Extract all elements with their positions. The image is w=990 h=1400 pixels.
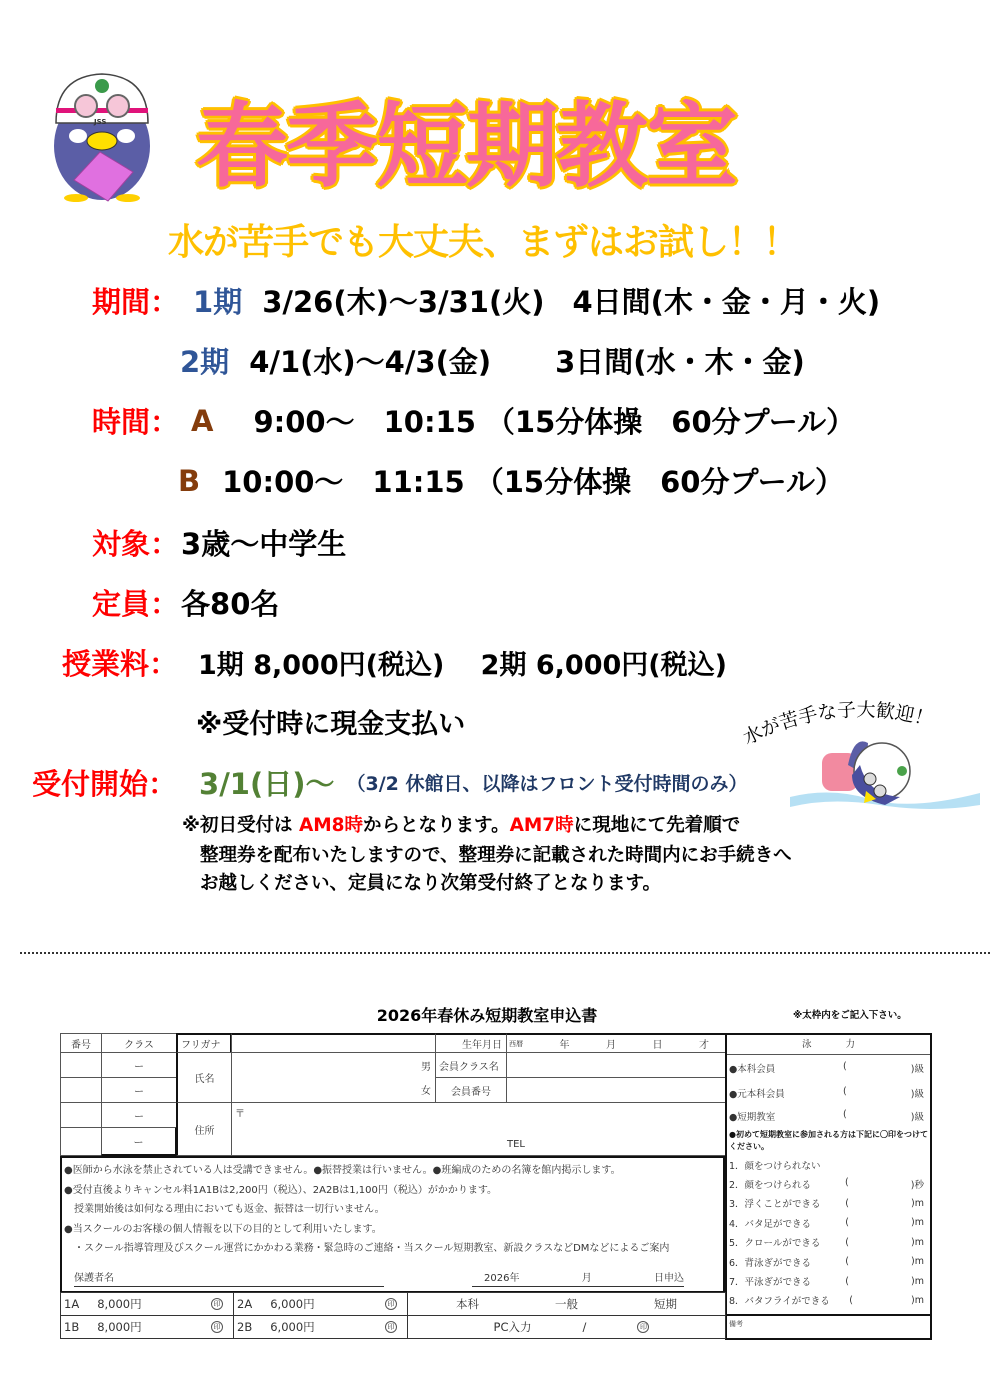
number-cell-1[interactable] [60,1052,102,1078]
membership-short[interactable]: ●短期教室 ( )級 [729,1109,924,1123]
welcome-text [742,700,972,750]
office-category[interactable]: 本科 一般 短期 [407,1292,726,1316]
fee-1b[interactable]: 1B 8,000円 印 [60,1315,234,1339]
subtitle: 水が苦手でも大丈夫、まずはお試し！！ [168,222,799,263]
level-8[interactable]: 8．バタフライができる ( )m [729,1294,924,1308]
office-pc-input[interactable]: PC入力 / 印 [407,1315,726,1339]
header-class: クラス [101,1033,177,1053]
member-class-input[interactable] [506,1052,726,1078]
swim-ability-section [725,1033,932,1340]
class-cell-3[interactable]: ー [101,1102,177,1128]
first-day-note-line2: 整理券を配布いたしますので、整理券に記載された時間内にお手続きへ [200,845,792,866]
stamp-icon: 印 [385,1321,397,1333]
fee-label: 授業料： [62,647,179,681]
header-birthdate: 生年月日 [435,1033,507,1053]
level-4[interactable]: 4．バタ足ができる ( )m [729,1217,924,1230]
fee-note-row [196,702,465,741]
membership-honka[interactable]: ●本科会員 ( )級 [729,1060,924,1075]
time-a-name: A [191,403,214,438]
target-row [92,522,346,563]
term1-name: 1期 [193,285,243,319]
member-number-label: 会員番号 [435,1077,507,1103]
male-option[interactable]: 男 [421,1061,431,1073]
time-row-a [92,400,855,441]
reception-detail: （3/2 休館日、以降はフロント受付時間のみ） [346,773,748,795]
female-option[interactable]: 女 [421,1086,431,1098]
postal-mark: 〒 [235,1109,245,1120]
birthdate-input[interactable]: 西暦 年 月 日 才 [506,1033,726,1053]
target-label: 対象： [92,527,180,561]
penguin-mascot-image [48,68,156,204]
term2-name: 2期 [180,345,230,379]
time-a-detail: （15分体操 60分プール） [485,405,856,439]
term2-dates: 4/1(水)～4/3(金) [249,345,492,379]
remarks-field[interactable]: 備考 [727,1314,930,1338]
time-b-range: 10:00～ 11:15 [222,465,465,499]
header-number: 番号 [60,1033,102,1053]
application-date-field[interactable]: 2026年 月 日申込 [472,1272,684,1287]
fee-value: 1期 8,000円(税込) 2期 6,000円(税込) [198,650,727,681]
period-row-2 [180,340,805,381]
term1-days: 4日間(木・金・月・火) [572,285,881,319]
period-label: 期間： [92,285,180,319]
first-day-note-line1: ※初日受付は AM8時からとなります。AM7時に現地にて先着順で [182,815,741,836]
am8-highlight: AM8時 [298,815,364,836]
first-time-note: ●初めて短期教室に参加される方は下記に〇印をつけてください。 [729,1130,928,1151]
stamp-icon: 印 [211,1321,223,1333]
target-value: 3歳～中学生 [181,527,347,561]
stamp-icon: 印 [385,1298,397,1310]
swimming-penguin-image [790,735,980,815]
form-instruction: ※太枠内をご記入下さい。 [793,1010,907,1021]
term1-dates: 3/26(木)～3/31(火) [262,285,545,319]
stamp-icon: 印 [637,1321,649,1333]
stamp-icon: 印 [211,1298,223,1310]
tel-label: TEL [507,1139,525,1150]
capacity-value: 各80名 [181,587,280,621]
header-furigana: フリガナ [176,1033,232,1053]
capacity-row [92,582,279,623]
time-b-detail: （15分体操 60分プール） [474,465,844,499]
number-cell-2[interactable] [60,1077,102,1103]
fee-2a[interactable]: 2A 6,000円 印 [233,1292,408,1316]
membership-former[interactable]: ●元本科会員 ( )級 [729,1085,924,1100]
reception-date: 3/1(日)～ [199,767,335,801]
name-label: 氏名 [176,1052,232,1103]
reception-label: 受付開始： [32,767,178,801]
svg-text:水が苦手な子大歓迎！: 水が苦手な子大歓迎！ [742,700,936,750]
number-cell-3[interactable] [60,1102,102,1128]
first-day-note-line3: お越しください、定員になり次第受付終了となります。 [200,873,662,894]
number-cell-4[interactable] [60,1127,102,1156]
level-3[interactable]: 3．浮くことができる ( )m [729,1197,924,1211]
level-2[interactable]: 2．顔をつけられる ( )秒 [729,1177,924,1192]
time-a-range: 9:00～ 10:15 [253,405,476,439]
svg-text:JSS: JSS [94,118,107,126]
fee-row [62,642,727,683]
time-label: 時間： [92,405,180,439]
address-input[interactable] [231,1102,726,1156]
period-row-1 [92,280,880,321]
level-6[interactable]: 6．背泳ぎができる ( )m [729,1256,924,1269]
member-class-label: 会員クラス名 [435,1052,507,1078]
class-cell-4[interactable]: ー [101,1127,177,1156]
form-title: 2026年春休み短期教室申込書 [376,1006,598,1025]
class-cell-1[interactable]: ー [101,1052,177,1078]
swim-ability-header: 泳力 [727,1035,930,1055]
application-form [60,1033,932,1340]
time-b-name: B [178,463,201,498]
term2-days: 3日間(水・木・金) [555,345,805,379]
name-input[interactable] [231,1052,436,1103]
level-5[interactable]: 5．クロールができる ( )m [729,1236,924,1250]
capacity-label: 定員： [92,587,180,621]
guardian-name-field[interactable]: 保護者名 [74,1272,384,1287]
fee-2b[interactable]: 2B 6,000円 印 [233,1315,408,1339]
address-label: 住所 [176,1102,232,1156]
member-number-input[interactable] [506,1077,726,1103]
page-title: 春季短期教室 [196,93,737,200]
level-1[interactable]: 1．顔をつけられない [729,1160,821,1172]
class-cell-2[interactable]: ー [101,1077,177,1103]
time-row-b [178,460,844,501]
level-7[interactable]: 7．平泳ぎができる ( )m [729,1275,924,1289]
cut-line-divider [20,952,990,954]
terms-notes: ●医師から水泳を禁止されている人は受講できません。●振替授業は行いません。●班編成のための名簿を館内掲示します。 ●受付直後よりキャンセル料1A1Bは2,200円（税込）、2A2Bは1,100円（税込）がかかります。 授業開始後は如何なる理由においても返金、振替は一切行いません。 ●当スクールのお客様の個人情報を以下の目的として利用いたします。 ・スクール指導管理及びスクール運営にかかわる業務・緊急時のご連絡・当スクール短期教室、新設クラスなどDMなどによるご案内 保護者名 2026年 月 日申込 [60,1156,725,1293]
fee-note: ※受付時に現金支払い [196,709,466,740]
fee-1a[interactable]: 1A 8,000円 印 [60,1292,234,1316]
furigana-input[interactable] [231,1033,436,1053]
reception-row [32,762,747,803]
am7-highlight: AM7時 [509,815,574,836]
